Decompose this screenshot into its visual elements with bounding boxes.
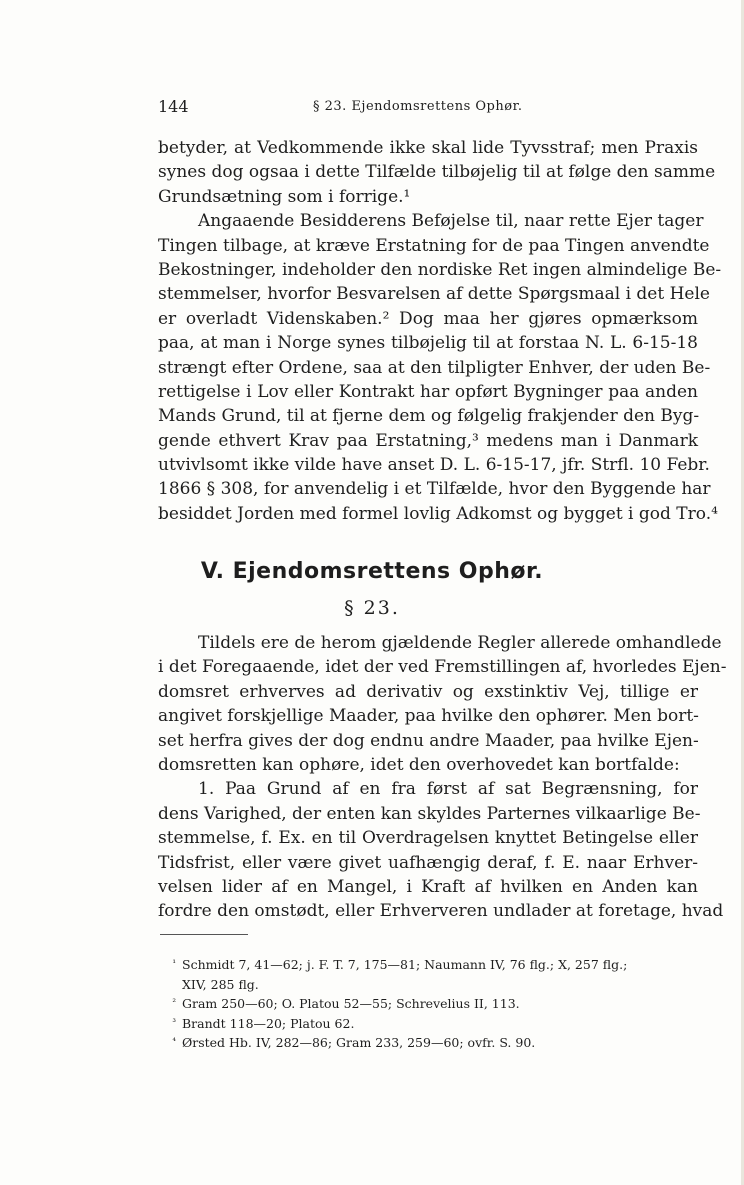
footnote: ¹ Schmidt 7, 41—62; j. F. T. 7, 175—81; Naumann IV, 76 flg.; X, 257 flg.; <box>172 957 628 972</box>
text-line: Tingen tilbage, at kræve Erstatning for de paa Tingen anvendte <box>158 235 710 256</box>
footnote-rule <box>160 934 248 935</box>
footnote-continuation: XIV, 285 flg. <box>182 976 259 992</box>
text-line: angivet forskjellige Maader, paa hvilke den ophører. Men bort- <box>158 706 699 727</box>
text-line: i det Foregaaende, idet der ved Fremstillingen af, hvorledes Ejen- <box>158 657 727 678</box>
chapter-heading: V. Ejendomsrettens Ophør. <box>200 559 544 584</box>
text-line: Tidsfrist, eller være givet uafhængig deraf, f. E. naar Erhver- <box>158 852 698 873</box>
text-line: gende ethvert Krav paa Erstatning,³ medens man i Danmark <box>158 430 698 451</box>
top-text-block <box>158 136 722 526</box>
text-line: utvivlsomt ikke vilde have anset D. L. 6-15-17, jfr. Strfl. 10 Febr. <box>158 455 710 476</box>
footnote: ² Gram 250—60; O. Platou 52—55; Schrevelius II, 113. <box>172 996 520 1011</box>
text-line: stemmelser, hvorfor Besvarelsen af dette Spørgsmaal i det Hele <box>158 284 710 305</box>
text-line: Mands Grund, til at fjerne dem og følgelig frakjender den Byg- <box>158 406 700 427</box>
text-line: Grundsætning som i forrige.¹ <box>158 186 411 207</box>
text-line: Bekostninger, indeholder den nordiske Ret ingen almindelige Be- <box>158 259 722 280</box>
text-line: besiddet Jorden med formel lovlig Adkomst og bygget i god Tro.⁴ <box>158 503 718 524</box>
text-line: set herfra gives der dog endnu andre Maader, paa hvilke Ejen- <box>158 730 699 751</box>
running-head: § 23. Ejendomsrettens Ophør. <box>313 99 523 114</box>
text-line: 1. Paa Grund af en fra først af sat Begrænsning, for <box>198 779 698 800</box>
text-line: domsret erhverves ad derivativ og exstinktiv Vej, tillige er <box>158 681 698 702</box>
text-line: velsen lider af en Mangel, i Kraft af hvilken en Anden kan <box>158 876 698 897</box>
text-line: domsretten kan ophøre, idet den overhovedet kan bortfalde: <box>158 754 680 775</box>
footnotes <box>160 955 700 1053</box>
page-number: 144 <box>158 97 189 116</box>
text-line: 1866 § 308, for anvendelig i et Tilfælde, hvor den Byggende har <box>158 479 711 500</box>
text-line: Angaaende Besidderens Beføjelse til, naar rette Ejer tager <box>198 211 704 232</box>
text-line: paa, at man i Norge synes tilbøjelig til at forstaa N. L. 6-15-18 <box>158 333 698 354</box>
text-line: betyder, at Vedkommende ikke skal lide Tyvsstraf; men Praxis <box>158 138 698 158</box>
page-header <box>158 97 698 121</box>
text-line: synes dog ogsaa i dette Tilfælde tilbøjelig til at følge den samme <box>158 162 716 183</box>
bottom-text-block <box>158 631 727 924</box>
section-heading: § 23. <box>344 597 400 619</box>
text-line: er overladt Videnskaben.² Dog maa her gjøres opmærksom <box>158 308 698 329</box>
text-line: fordre den omstødt, eller Erhververen undlader at foretage, hvad <box>158 901 724 922</box>
text-line: rettigelse i Lov eller Kontrakt har opført Bygninger paa anden <box>158 381 698 402</box>
text-line: Tildels ere de herom gjældende Regler allerede omhandlede <box>198 633 722 653</box>
text-line: stemmelse, f. Ex. en til Overdragelsen knyttet Betingelse eller <box>158 828 698 849</box>
footnote: ³ Brandt 118—20; Platou 62. <box>172 1015 355 1031</box>
text-line: strængt efter Ordene, saa at den tilpligter Enhver, der uden Be- <box>158 357 711 378</box>
footnote: ⁴ Ørsted Hb. IV, 282—86; Gram 233, 259—60; ovfr. S. 90. <box>172 1035 536 1050</box>
text-line: dens Varighed, der enten kan skyldes Parternes vilkaarlige Be- <box>158 803 701 824</box>
